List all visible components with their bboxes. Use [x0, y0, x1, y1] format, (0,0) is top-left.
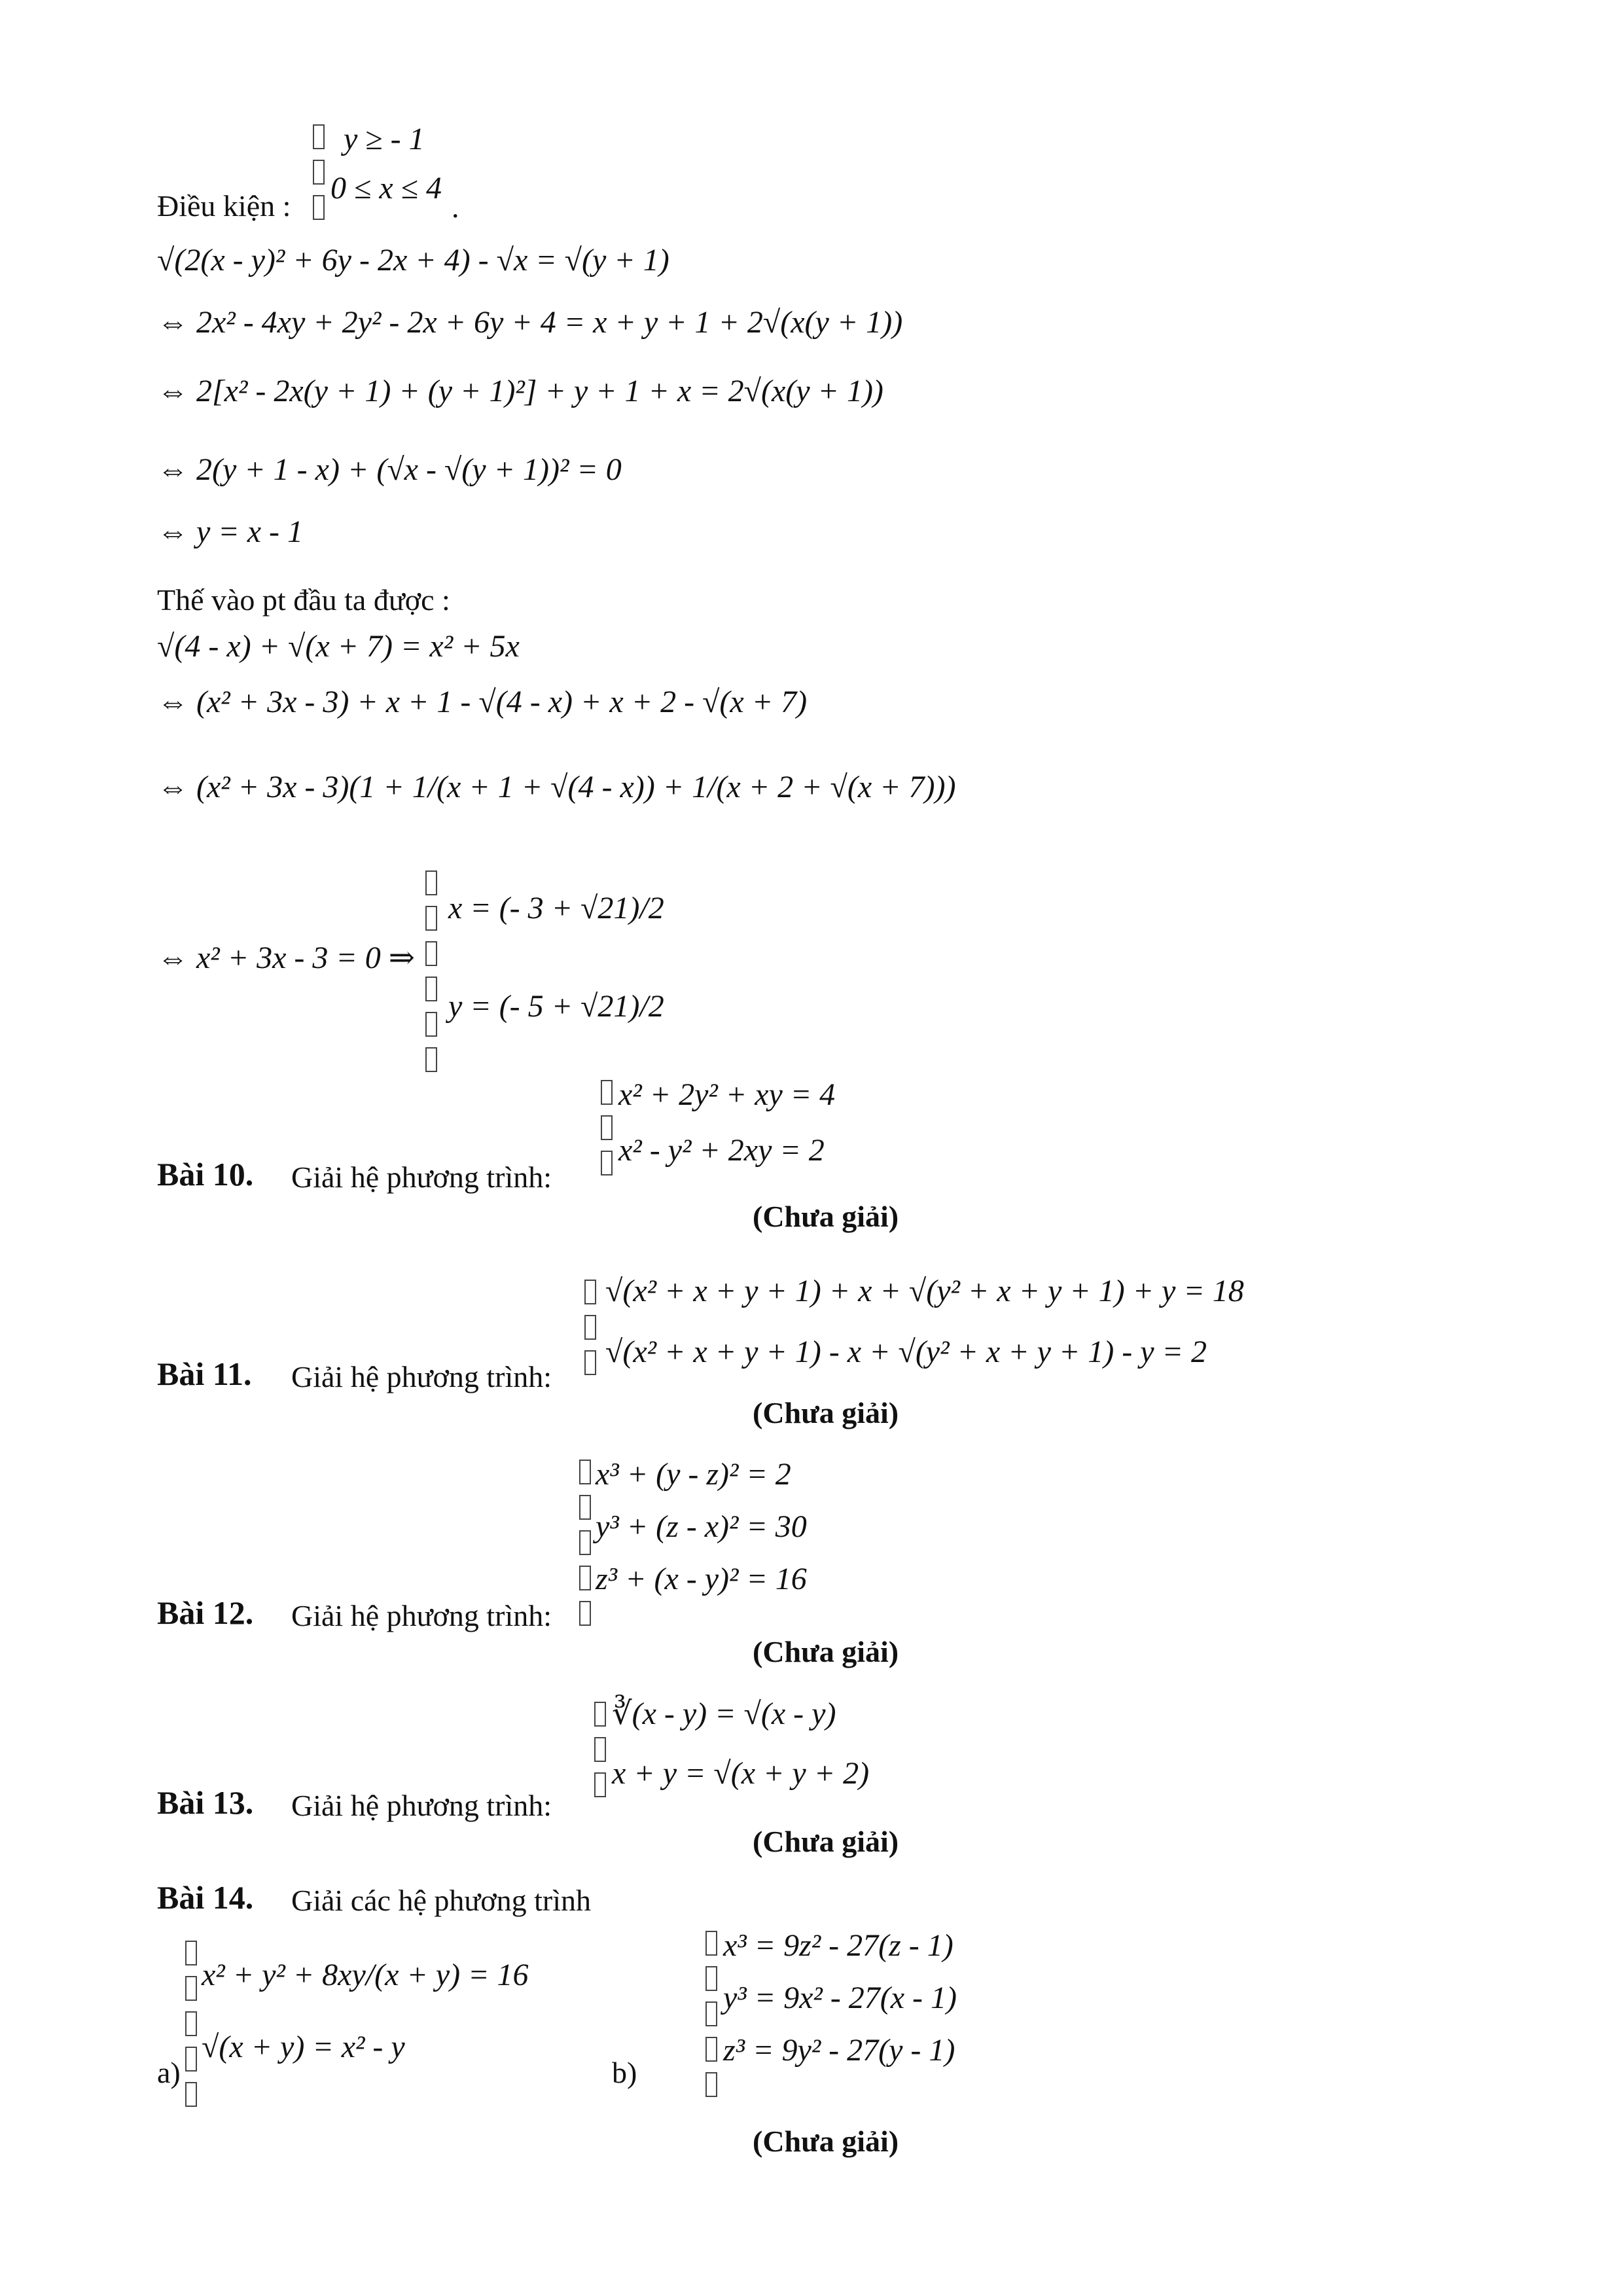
- sub-step-3: ⇔ (x² + 3x - 3)(1 + 1/(x + 1 + √(4 - x)) + 1/(x + 2 + √(x + 7))): [157, 770, 956, 804]
- left-brace-icon: [594, 1702, 606, 1808]
- status-note: (Chưa giải): [753, 1825, 899, 1858]
- status-note: (Chưa giải): [753, 1200, 899, 1233]
- system-line: z³ = 9y² - 27(y - 1): [723, 2033, 955, 2068]
- sub-step-2: ⇔ (x² + 3x - 3) + x + 1 - √(4 - x) + x + 2 - √(x + 7): [157, 685, 808, 719]
- system-line: x² + y² + 8xy/(x + y) = 16: [202, 1958, 529, 1992]
- status-note: (Chưa giải): [753, 2125, 899, 2158]
- system-line: y³ = 9x² - 27(x - 1): [723, 1981, 957, 2015]
- left-brace-icon: [705, 1931, 717, 2108]
- left-brace-icon: [579, 1460, 591, 1636]
- system-line: √(x + y) = x² - y: [202, 2030, 405, 2064]
- system-line: √(x² + x + y + 1) - x + √(y² + x + y + 1) - y = 2: [605, 1335, 1207, 1369]
- system-line: x + y = √(x + y + 2): [612, 1756, 870, 1791]
- problem-label: Bài 11.: [157, 1355, 252, 1392]
- sub-step-1: √(4 - x) + √(x + 7) = x² + 5x: [157, 629, 520, 664]
- final-y: y = (- 5 + √21)/2: [448, 989, 664, 1024]
- step-line-5: ⇔ y = x - 1: [157, 514, 303, 549]
- step-line-1: √(2(x - y)² + 6y - 2x + 4) - √x = √(y + 1): [157, 243, 669, 278]
- left-brace-icon: [185, 1941, 197, 2117]
- problem-label: Bài 10.: [157, 1156, 254, 1193]
- system-line: x² + 2y² + xy = 4: [618, 1077, 836, 1112]
- left-brace-icon: [313, 124, 325, 230]
- system-line: y³ + (z - x)² = 30: [596, 1509, 807, 1544]
- substitute-label: Thế vào pt đầu ta được :: [157, 583, 450, 617]
- system-line: x³ + (y - z)² = 2: [596, 1457, 791, 1492]
- problem-lead: Giải hệ phương trình:: [291, 1160, 552, 1194]
- system-line: x³ = 9z² - 27(z - 1): [723, 1928, 954, 1963]
- system-line: z³ + (x - y)² = 16: [596, 1562, 807, 1596]
- condition-line-1: y ≥ - 1: [344, 122, 425, 156]
- condition-line-2: 0 ≤ x ≤ 4: [330, 171, 442, 206]
- step-line-4: ⇔ 2(y + 1 - x) + (√x - √(y + 1))² = 0: [157, 452, 622, 487]
- problem-label: Bài 12.: [157, 1594, 254, 1631]
- status-note: (Chưa giải): [753, 1396, 899, 1429]
- problem-lead: Giải hệ phương trình:: [291, 1599, 552, 1632]
- step-line-2: ⇔ 2x² - 4xy + 2y² - 2x + 6y + 4 = x + y + 1 + 2√(x(y + 1)): [157, 305, 903, 340]
- part-b-label: b): [612, 2056, 637, 2089]
- problem-label: Bài 13.: [157, 1784, 254, 1821]
- step-line-3: ⇔ 2[x² - 2x(y + 1) + (y + 1)²] + y + 1 + x = 2√(x(y + 1)): [157, 374, 883, 408]
- condition-label: Điều kiện :: [157, 189, 291, 223]
- problem-lead: Giải hệ phương trình:: [291, 1789, 552, 1822]
- system-line: ∛(x - y) = √(x - y): [612, 1696, 836, 1731]
- problem-lead: Giải hệ phương trình:: [291, 1360, 552, 1393]
- problem-label: Bài 14.: [157, 1879, 254, 1916]
- problem-lead: Giải các hệ phương trình: [291, 1884, 592, 1917]
- system-line: √(x² + x + y + 1) + x + √(y² + x + y + 1) + y = 18: [605, 1274, 1244, 1308]
- final-left: ⇔ x² + 3x - 3 = 0 ⇒: [157, 941, 415, 975]
- left-brace-icon: [584, 1280, 596, 1386]
- left-brace-icon: [601, 1080, 613, 1186]
- part-a-label: a): [157, 2056, 181, 2089]
- final-x: x = (- 3 + √21)/2: [448, 891, 664, 925]
- condition-end: .: [452, 190, 459, 224]
- left-brace-icon: [425, 870, 437, 1083]
- status-note: (Chưa giải): [753, 1635, 899, 1668]
- system-line: x² - y² + 2xy = 2: [618, 1133, 825, 1168]
